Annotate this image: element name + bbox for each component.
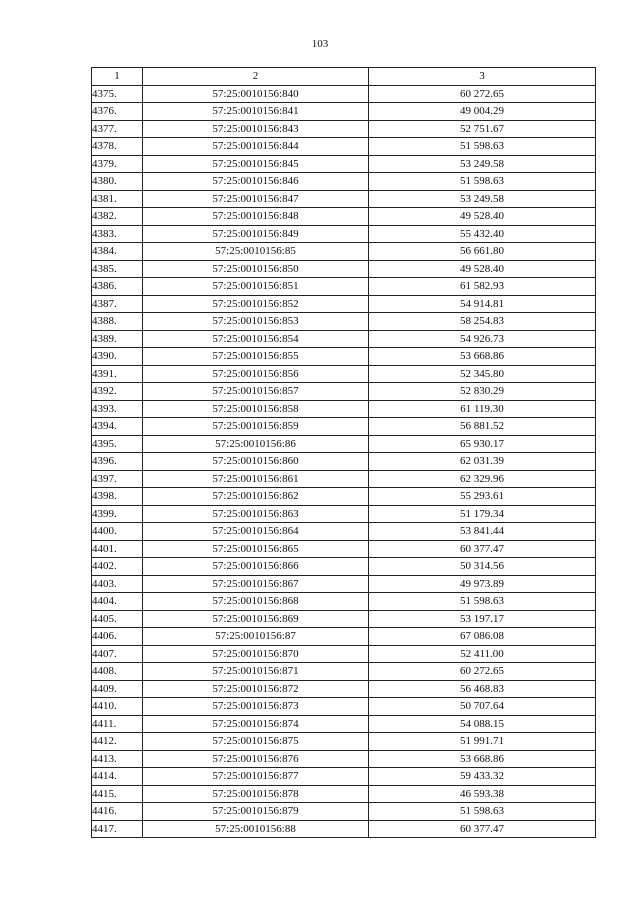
value-cell: 50 314.56 xyxy=(369,558,596,576)
row-index-cell: 4376. xyxy=(92,103,143,121)
row-index-cell: 4414. xyxy=(92,768,143,786)
table-row xyxy=(92,820,596,838)
cadastral-number-cell: 57:25:0010156:864 xyxy=(143,523,369,541)
table-row xyxy=(92,260,596,278)
row-index-cell: 4392. xyxy=(92,383,143,401)
value-cell: 55 293.61 xyxy=(369,488,596,506)
table-body xyxy=(92,85,596,838)
column-header-index: 1 xyxy=(92,68,143,86)
table-row xyxy=(92,400,596,418)
row-index-cell: 4396. xyxy=(92,453,143,471)
value-cell: 60 272.65 xyxy=(369,663,596,681)
table-row xyxy=(92,173,596,191)
value-cell: 60 377.47 xyxy=(369,540,596,558)
cadastral-number-cell: 57:25:0010156:872 xyxy=(143,680,369,698)
cadastral-number-cell: 57:25:0010156:86 xyxy=(143,435,369,453)
row-index-cell: 4408. xyxy=(92,663,143,681)
cadastral-number-cell: 57:25:0010156:869 xyxy=(143,610,369,628)
cadastral-number-cell: 57:25:0010156:861 xyxy=(143,470,369,488)
table-header-row xyxy=(92,68,596,86)
table-row xyxy=(92,138,596,156)
row-index-cell: 4401. xyxy=(92,540,143,558)
row-index-cell: 4389. xyxy=(92,330,143,348)
row-index-cell: 4410. xyxy=(92,698,143,716)
value-cell: 67 086.08 xyxy=(369,628,596,646)
row-index-cell: 4400. xyxy=(92,523,143,541)
value-cell: 53 668.86 xyxy=(369,348,596,366)
table-row xyxy=(92,155,596,173)
table-row xyxy=(92,645,596,663)
table-row xyxy=(92,313,596,331)
table-row xyxy=(92,85,596,103)
value-cell: 53 249.58 xyxy=(369,155,596,173)
cadastral-number-cell: 57:25:0010156:88 xyxy=(143,820,369,838)
table-row xyxy=(92,540,596,558)
table-row xyxy=(92,733,596,751)
cadastral-number-cell: 57:25:0010156:848 xyxy=(143,208,369,226)
table-row xyxy=(92,628,596,646)
value-cell: 51 598.63 xyxy=(369,803,596,821)
value-cell: 49 528.40 xyxy=(369,260,596,278)
value-cell: 53 197.17 xyxy=(369,610,596,628)
page-number: 103 xyxy=(311,38,329,50)
row-index-cell: 4391. xyxy=(92,365,143,383)
value-cell: 65 930.17 xyxy=(369,435,596,453)
value-cell: 50 707.64 xyxy=(369,698,596,716)
value-cell: 51 598.63 xyxy=(369,138,596,156)
value-cell: 49 528.40 xyxy=(369,208,596,226)
row-index-cell: 4415. xyxy=(92,785,143,803)
cadastral-number-cell: 57:25:0010156:873 xyxy=(143,698,369,716)
value-cell: 52 751.67 xyxy=(369,120,596,138)
row-index-cell: 4417. xyxy=(92,820,143,838)
row-index-cell: 4403. xyxy=(92,575,143,593)
cadastral-number-cell: 57:25:0010156:85 xyxy=(143,243,369,261)
cadastral-number-cell: 57:25:0010156:87 xyxy=(143,628,369,646)
value-cell: 61 582.93 xyxy=(369,278,596,296)
cadastral-number-cell: 57:25:0010156:866 xyxy=(143,558,369,576)
value-cell: 61 119.30 xyxy=(369,400,596,418)
cadastral-number-cell: 57:25:0010156:856 xyxy=(143,365,369,383)
row-index-cell: 4398. xyxy=(92,488,143,506)
value-cell: 52 345.80 xyxy=(369,365,596,383)
cadastral-number-cell: 57:25:0010156:845 xyxy=(143,155,369,173)
row-index-cell: 4393. xyxy=(92,400,143,418)
cadastral-number-cell: 57:25:0010156:846 xyxy=(143,173,369,191)
cadastral-number-cell: 57:25:0010156:874 xyxy=(143,715,369,733)
cadastral-number-cell: 57:25:0010156:841 xyxy=(143,103,369,121)
cadastral-number-cell: 57:25:0010156:859 xyxy=(143,418,369,436)
value-cell: 59 433.32 xyxy=(369,768,596,786)
row-index-cell: 4407. xyxy=(92,645,143,663)
value-cell: 56 881.52 xyxy=(369,418,596,436)
cadastral-number-cell: 57:25:0010156:857 xyxy=(143,383,369,401)
row-index-cell: 4411. xyxy=(92,715,143,733)
value-cell: 53 841.44 xyxy=(369,523,596,541)
table-row xyxy=(92,488,596,506)
value-cell: 62 031.39 xyxy=(369,453,596,471)
value-cell: 51 598.63 xyxy=(369,173,596,191)
table-row xyxy=(92,715,596,733)
table-row xyxy=(92,663,596,681)
cadastral-number-cell: 57:25:0010156:852 xyxy=(143,295,369,313)
value-cell: 52 830.29 xyxy=(369,383,596,401)
value-cell: 46 593.38 xyxy=(369,785,596,803)
table-row xyxy=(92,383,596,401)
value-cell: 54 914.81 xyxy=(369,295,596,313)
table-row xyxy=(92,803,596,821)
row-index-cell: 4382. xyxy=(92,208,143,226)
value-cell: 53 249.58 xyxy=(369,190,596,208)
row-index-cell: 4383. xyxy=(92,225,143,243)
row-index-cell: 4402. xyxy=(92,558,143,576)
row-index-cell: 4397. xyxy=(92,470,143,488)
value-cell: 58 254.83 xyxy=(369,313,596,331)
column-header-cadastral-number: 2 xyxy=(143,68,369,86)
registry-table xyxy=(91,67,596,838)
table-row xyxy=(92,208,596,226)
cadastral-number-cell: 57:25:0010156:853 xyxy=(143,313,369,331)
cadastral-number-cell: 57:25:0010156:849 xyxy=(143,225,369,243)
row-index-cell: 4377. xyxy=(92,120,143,138)
row-index-cell: 4409. xyxy=(92,680,143,698)
row-index-cell: 4404. xyxy=(92,593,143,611)
row-index-cell: 4379. xyxy=(92,155,143,173)
table-row xyxy=(92,103,596,121)
value-cell: 51 991.71 xyxy=(369,733,596,751)
value-cell: 55 432.40 xyxy=(369,225,596,243)
cadastral-number-cell: 57:25:0010156:868 xyxy=(143,593,369,611)
row-index-cell: 4384. xyxy=(92,243,143,261)
column-header-value: 3 xyxy=(369,68,596,86)
table-row xyxy=(92,680,596,698)
table-row xyxy=(92,610,596,628)
row-index-cell: 4380. xyxy=(92,173,143,191)
row-index-cell: 4375. xyxy=(92,85,143,103)
value-cell: 49 973.89 xyxy=(369,575,596,593)
cadastral-number-cell: 57:25:0010156:862 xyxy=(143,488,369,506)
value-cell: 54 926.73 xyxy=(369,330,596,348)
table-row xyxy=(92,768,596,786)
row-index-cell: 4405. xyxy=(92,610,143,628)
row-index-cell: 4395. xyxy=(92,435,143,453)
row-index-cell: 4399. xyxy=(92,505,143,523)
row-index-cell: 4394. xyxy=(92,418,143,436)
cadastral-number-cell: 57:25:0010156:851 xyxy=(143,278,369,296)
table-row xyxy=(92,295,596,313)
value-cell: 62 329.96 xyxy=(369,470,596,488)
value-cell: 56 661.80 xyxy=(369,243,596,261)
value-cell: 51 598.63 xyxy=(369,593,596,611)
value-cell: 51 179.34 xyxy=(369,505,596,523)
row-index-cell: 4381. xyxy=(92,190,143,208)
table-row xyxy=(92,523,596,541)
cadastral-number-cell: 57:25:0010156:870 xyxy=(143,645,369,663)
row-index-cell: 4412. xyxy=(92,733,143,751)
table-row xyxy=(92,435,596,453)
cadastral-number-cell: 57:25:0010156:877 xyxy=(143,768,369,786)
table-row xyxy=(92,785,596,803)
cadastral-number-cell: 57:25:0010156:879 xyxy=(143,803,369,821)
row-index-cell: 4385. xyxy=(92,260,143,278)
row-index-cell: 4413. xyxy=(92,750,143,768)
table-row xyxy=(92,278,596,296)
cadastral-number-cell: 57:25:0010156:875 xyxy=(143,733,369,751)
cadastral-number-cell: 57:25:0010156:867 xyxy=(143,575,369,593)
value-cell: 54 088.15 xyxy=(369,715,596,733)
value-cell: 60 377.47 xyxy=(369,820,596,838)
table-row xyxy=(92,698,596,716)
cadastral-number-cell: 57:25:0010156:854 xyxy=(143,330,369,348)
cadastral-number-cell: 57:25:0010156:863 xyxy=(143,505,369,523)
table-row xyxy=(92,418,596,436)
cadastral-number-cell: 57:25:0010156:871 xyxy=(143,663,369,681)
table-row xyxy=(92,348,596,366)
cadastral-number-cell: 57:25:0010156:850 xyxy=(143,260,369,278)
row-index-cell: 4388. xyxy=(92,313,143,331)
cadastral-number-cell: 57:25:0010156:858 xyxy=(143,400,369,418)
value-cell: 60 272.65 xyxy=(369,85,596,103)
cadastral-number-cell: 57:25:0010156:844 xyxy=(143,138,369,156)
table-row xyxy=(92,558,596,576)
table-row xyxy=(92,120,596,138)
table-row xyxy=(92,470,596,488)
table-row xyxy=(92,750,596,768)
row-index-cell: 4406. xyxy=(92,628,143,646)
table-row xyxy=(92,365,596,383)
cadastral-number-cell: 57:25:0010156:840 xyxy=(143,85,369,103)
table-row xyxy=(92,330,596,348)
value-cell: 53 668.86 xyxy=(369,750,596,768)
cadastral-number-cell: 57:25:0010156:860 xyxy=(143,453,369,471)
table-row xyxy=(92,505,596,523)
table-row xyxy=(92,190,596,208)
value-cell: 56 468.83 xyxy=(369,680,596,698)
table-row xyxy=(92,225,596,243)
cadastral-number-cell: 57:25:0010156:876 xyxy=(143,750,369,768)
row-index-cell: 4386. xyxy=(92,278,143,296)
row-index-cell: 4390. xyxy=(92,348,143,366)
table-row xyxy=(92,243,596,261)
table-row xyxy=(92,575,596,593)
row-index-cell: 4387. xyxy=(92,295,143,313)
cadastral-number-cell: 57:25:0010156:878 xyxy=(143,785,369,803)
row-index-cell: 4378. xyxy=(92,138,143,156)
table-row xyxy=(92,453,596,471)
cadastral-number-cell: 57:25:0010156:843 xyxy=(143,120,369,138)
cadastral-number-cell: 57:25:0010156:855 xyxy=(143,348,369,366)
cadastral-number-cell: 57:25:0010156:847 xyxy=(143,190,369,208)
table-row xyxy=(92,593,596,611)
value-cell: 52 411.00 xyxy=(369,645,596,663)
row-index-cell: 4416. xyxy=(92,803,143,821)
value-cell: 49 004.29 xyxy=(369,103,596,121)
cadastral-number-cell: 57:25:0010156:865 xyxy=(143,540,369,558)
